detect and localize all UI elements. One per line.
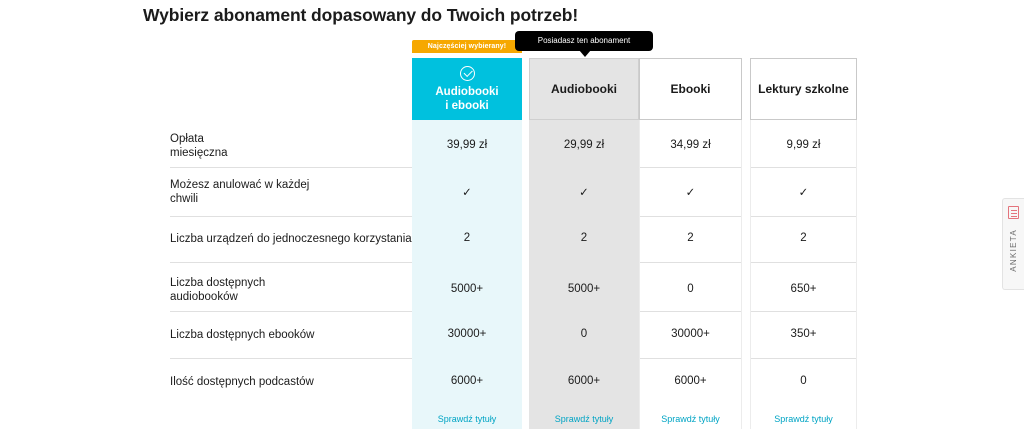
row-label-line1: Liczba urządzeń do jednoczesnego korzystania [170,233,412,245]
row-separator [640,311,741,312]
row-label-line1: Opłata [170,133,204,145]
row-label-line2: audiobooków [170,291,238,303]
cell-plan4: 0 [800,375,807,387]
cell-plan1: 30000+ [447,328,487,340]
cell-plan2: 29,99 zł [563,139,605,151]
cell-plan3: 6000+ [674,375,707,387]
plan-card-ebooki[interactable] [639,58,742,120]
cell-plan2: 5000+ [567,283,601,295]
cell-plan3: 34,99 zł [670,139,711,151]
row-separator [751,167,856,168]
row-separator [640,216,741,217]
cell-plan2: ✓ [579,187,589,199]
most-popular-ribbon: Najczęściej wybierany! [412,40,522,53]
plan-card-audiobooki[interactable] [529,58,639,120]
row-separator [170,262,412,263]
check-circle-icon [460,66,475,81]
cell-plan2: 6000+ [567,375,601,387]
plan-name-line2: i ebooki [445,99,489,112]
row-label [170,178,420,206]
owned-plan-tooltip [529,31,639,51]
plan-card-audiobooki-i-ebooki[interactable] [412,58,522,120]
row-label [170,328,420,342]
row-separator [170,216,412,217]
row-separator [640,262,741,263]
row-label-line1: Możesz anulować w każdej [170,179,310,191]
plan-name-line1: Lektury szkolne [758,82,849,96]
cell-plan1: ✓ [462,187,472,199]
plan-name-line1: Audiobooki [551,82,617,96]
survey-tab[interactable] [1002,198,1024,290]
cell-plan3: 30000+ [671,328,710,340]
cell-plan2: 2 [580,232,588,244]
row-label-line2: miesięczna [170,147,228,159]
document-icon [1008,206,1019,219]
row-separator [640,358,741,359]
row-label [170,132,420,160]
row-label-line1: Liczba dostępnych ebooków [170,329,315,341]
cell-plan3: 0 [687,283,694,295]
cell-plan1: 2 [463,232,471,244]
survey-tab-label: ANKIETA [1009,229,1018,272]
cell-plan2: 0 [580,328,588,340]
cell-plan4: 650+ [790,283,817,295]
row-separator [751,358,856,359]
owned-plan-tooltip-text: Posiadasz ten abonament [515,31,653,51]
cell-plan4: 2 [800,232,807,244]
row-separator [640,167,741,168]
row-separator [751,311,856,312]
page-title: Wybierz abonament dopasowany do Twoich potrzeb! [143,5,579,25]
row-label-line1: Ilość dostępnych podcastów [170,376,314,388]
check-titles-link-plan1[interactable]: Sprawdź tytuły [437,414,497,424]
plan-name-line1: Audiobooki [435,85,499,98]
row-label-line1: Liczba dostępnych [170,277,266,289]
check-titles-link-plan4[interactable]: Sprawdź tytuły [774,414,833,424]
cell-plan4: ✓ [798,187,809,199]
row-label [170,276,420,304]
row-label-line2: chwili [170,193,199,205]
check-titles-link-plan2[interactable]: Sprawdź tytuły [554,414,614,424]
cell-plan3: 2 [687,232,694,244]
plan-card-lektury-szkolne[interactable] [750,58,857,120]
pricing-table [143,34,868,429]
row-separator [751,216,856,217]
row-label [170,232,425,246]
check-titles-link-plan3[interactable]: Sprawdź tytuły [661,414,720,424]
row-label [170,375,420,389]
row-separator [170,167,412,168]
row-separator [170,311,412,312]
cell-plan1: 6000+ [450,375,484,387]
cell-plan3: ✓ [685,187,696,199]
cell-plan1: 5000+ [450,283,484,295]
plan-name-line1: Ebooki [670,82,711,96]
row-separator [170,358,412,359]
cell-plan4: 9,99 zł [786,139,821,151]
cell-plan4: 350+ [790,328,817,340]
row-separator [751,262,856,263]
cell-plan1: 39,99 zł [446,139,488,151]
